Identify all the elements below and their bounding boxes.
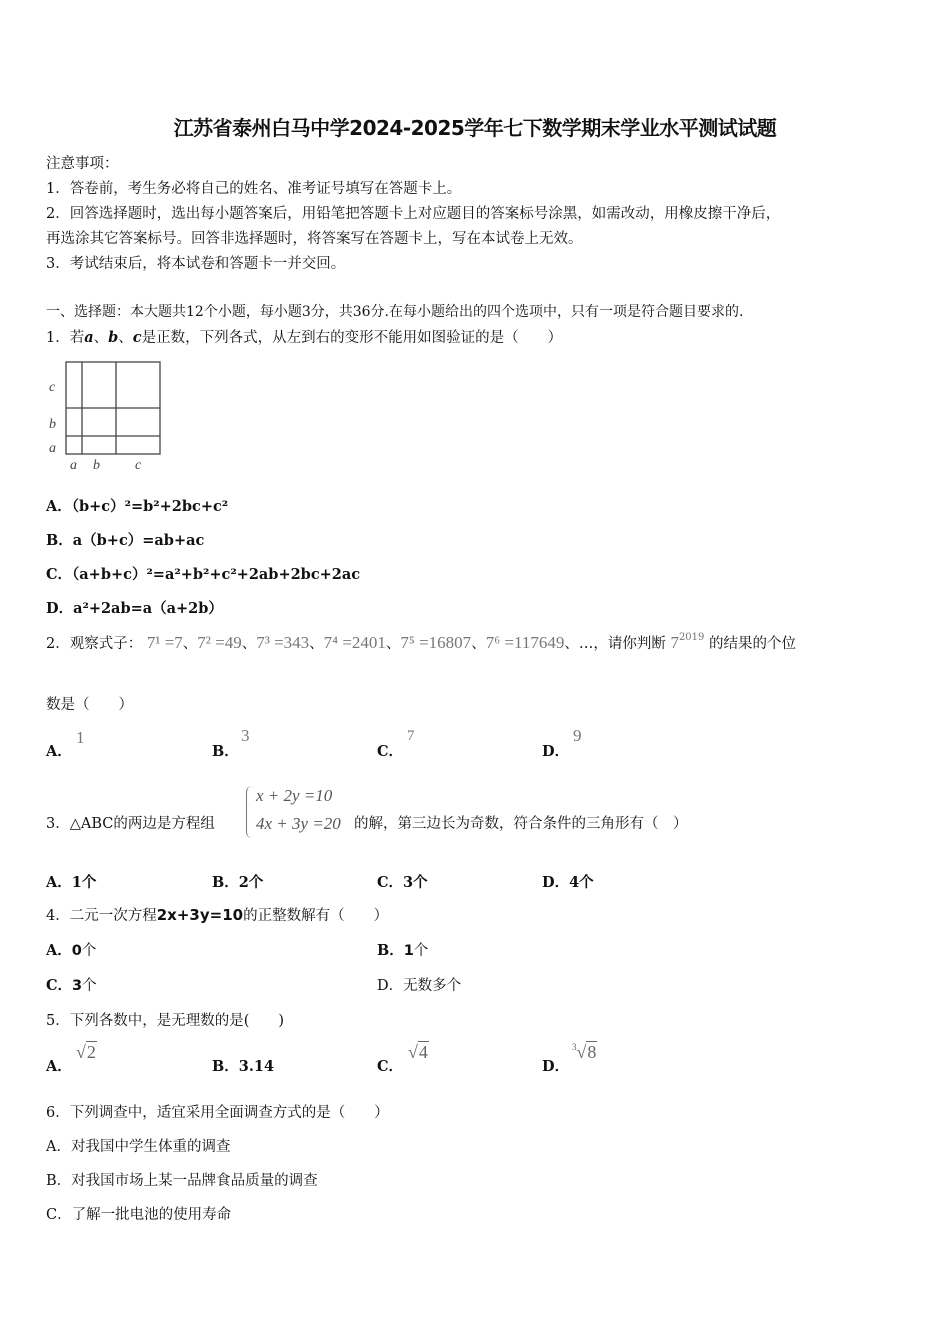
q1-stem (46, 326, 562, 347)
q2-ellipsis: 、…，请你判断 (564, 636, 666, 652)
page-title: 江苏省泰州白马中学2024-2025学年七下数学期末学业水平测试试题 (173, 116, 777, 140)
q2-term-3: 7³ =343 (256, 633, 310, 652)
q5-option-c-label: C． (377, 1058, 404, 1075)
fig-label-b-bottom: b (93, 458, 100, 473)
q1-option-c: C．（a+b+c）²=a²+b²+c²+2ab+2bc+2ac (46, 566, 361, 583)
q2-option-d-value: 9 (573, 726, 582, 745)
q3-option-d: D．4个 (542, 874, 594, 891)
q5-option-c-value: √4 (408, 1042, 428, 1062)
q4-suffix: 的正整数解有（ ） (243, 908, 389, 924)
q2-option-b-value: 3 (241, 726, 250, 745)
q2-term-6: 7⁶ =117649 (485, 633, 565, 652)
notice-item-2a: 2．回答选择题时，选出每小题答案后，用铅笔把答题卡上对应题目的答案标号涂黑，如需改动，用橡皮擦干净后， (46, 206, 781, 222)
q2-term-1: 7¹ =7 (146, 633, 183, 652)
q1-num: 1．若 (46, 330, 85, 346)
q5-option-d-radicand: 8 (587, 1042, 597, 1062)
q5-option-a-radicand: 2 (86, 1042, 96, 1062)
q1-var-c: c (132, 329, 142, 346)
q4-stem (46, 904, 388, 925)
q2-prefix: 2．观察式子： (46, 636, 143, 652)
q2-sep: 、 (182, 636, 198, 652)
q4-option-b-unit: 个 (413, 943, 429, 959)
q2-sep: 、 (385, 636, 401, 652)
q2-target-exp: 2019 (678, 632, 705, 643)
q2-option-c-label: C． (377, 743, 404, 760)
q2-term-5: 7⁵ =16807 (400, 633, 472, 652)
q4-option-b-num: 1 (403, 943, 414, 959)
q5-option-a-label: A． (46, 1058, 72, 1075)
q4-option-a-label: A． (46, 942, 72, 959)
q4-option-c-label: C． (46, 977, 73, 994)
q6-option-a: A．对我国中学生体重的调查 (46, 1139, 231, 1155)
fig-label-c-bottom: c (135, 458, 142, 473)
q5-option-b: B．3.14 (212, 1058, 275, 1075)
q3-system-brace (246, 786, 255, 838)
q3-option-b: B．2个 (212, 874, 264, 891)
q1-option-d: D．a²+2ab=a（a+2b） (46, 600, 223, 617)
q1-sep2: 、 (118, 330, 133, 346)
q5-option-d-value: $^3$√8 (572, 1042, 597, 1062)
q6-stem: 6．下列调查中，适宜采用全面调查方式的是（ ） (46, 1105, 389, 1121)
q6-option-b: B．对我国市场上某一品牌食品质量的调查 (46, 1173, 318, 1189)
section-heading: 一、选择题：本大题共12个小题，每小题3分，共36分.在每小题给出的四个选项中，只有一项是符合题目要求的. (46, 304, 744, 320)
q3-option-c: C．3个 (377, 874, 428, 891)
q2-suffix: 的结果的个位 (709, 636, 796, 652)
q2-option-a-value: 1 (76, 728, 85, 747)
q1-option-b: B．a（b+c）=ab+ac (46, 532, 205, 549)
q3-equation-2: 4x + 3y =20 (256, 814, 341, 833)
q3-equation-1: x + 2y =10 (256, 786, 333, 805)
q5-stem: 5．下列各数中，是无理数的是( ) (46, 1013, 285, 1029)
q4-option-c-unit: 个 (82, 978, 97, 994)
q4-option-d: D．无数多个 (377, 978, 462, 994)
q5-option-d-index: 3 (572, 1042, 577, 1052)
q3-option-a: A．1个 (46, 874, 97, 891)
q4-option-a-unit: 个 (81, 943, 97, 959)
q2-option-d-label: D． (542, 743, 570, 760)
q4-option-c-num: 3 (72, 978, 83, 994)
q1-sep1: 、 (93, 330, 109, 346)
q2-sep: 、 (471, 636, 486, 652)
q5-option-c-radicand: 4 (418, 1042, 428, 1062)
q4-equation: 2x+3y=10 (156, 906, 244, 924)
q4-option-c (46, 974, 97, 995)
q3-prefix: 3．△ABC的两边是方程组 (46, 816, 215, 832)
q2-stem (46, 632, 796, 653)
q2-option-b-label: B． (212, 743, 239, 760)
q5-option-a-value: √2 (76, 1042, 96, 1062)
fig-label-b-left: b (49, 417, 56, 432)
fig-label-a-left: a (49, 441, 56, 456)
q2-sep: 、 (241, 636, 257, 652)
q1-option-a: A．（b+c）²=b²+2bc+c² (46, 498, 229, 515)
notice-item-3: 3．考试结束后，将本试卷和答题卡一并交回。 (46, 256, 346, 272)
fig-label-c-left: c (49, 380, 56, 395)
q1-rest: 是正数，下列各式，从左到右的变形不能用如图验证的是（ ） (141, 330, 563, 346)
q4-option-b-label: B． (377, 942, 404, 959)
q5-option-d-label: D． (542, 1058, 570, 1075)
q1-var-a: a (84, 329, 94, 346)
q2-option-c-value: 7 (407, 728, 415, 744)
q2-stem-line2: 数是（ ） (46, 697, 133, 713)
fig-label-a-bottom: a (70, 458, 77, 473)
q4-option-a (46, 939, 96, 960)
q6-option-c: C．了解一批电池的使用寿命 (46, 1207, 232, 1223)
q4-option-a-num: 0 (71, 943, 82, 959)
q2-target-base: 7 (670, 633, 679, 652)
notice-item-1: 1．答卷前，考生务必将自己的姓名、准考证号填写在答题卡上。 (46, 181, 462, 197)
q1-figure (44, 356, 168, 476)
q4-prefix: 4．二元一次方程 (46, 908, 157, 924)
q4-option-b (377, 939, 428, 960)
q2-sep: 、 (309, 636, 324, 652)
notice-heading: 注意事项： (46, 156, 119, 172)
q1-var-b: b (108, 329, 119, 346)
q3-suffix: 的解，第三边长为奇数，符合条件的三角形有（ ） (354, 816, 688, 832)
q2-option-a-label: A． (46, 743, 72, 760)
notice-item-2b: 再选涂其它答案标号。回答非选择题时，将答案写在答题卡上，写在本试卷上无效。 (46, 231, 583, 247)
q2-term-2: 7² =49 (197, 633, 242, 652)
q2-term-4: 7⁴ =2401 (323, 633, 386, 652)
